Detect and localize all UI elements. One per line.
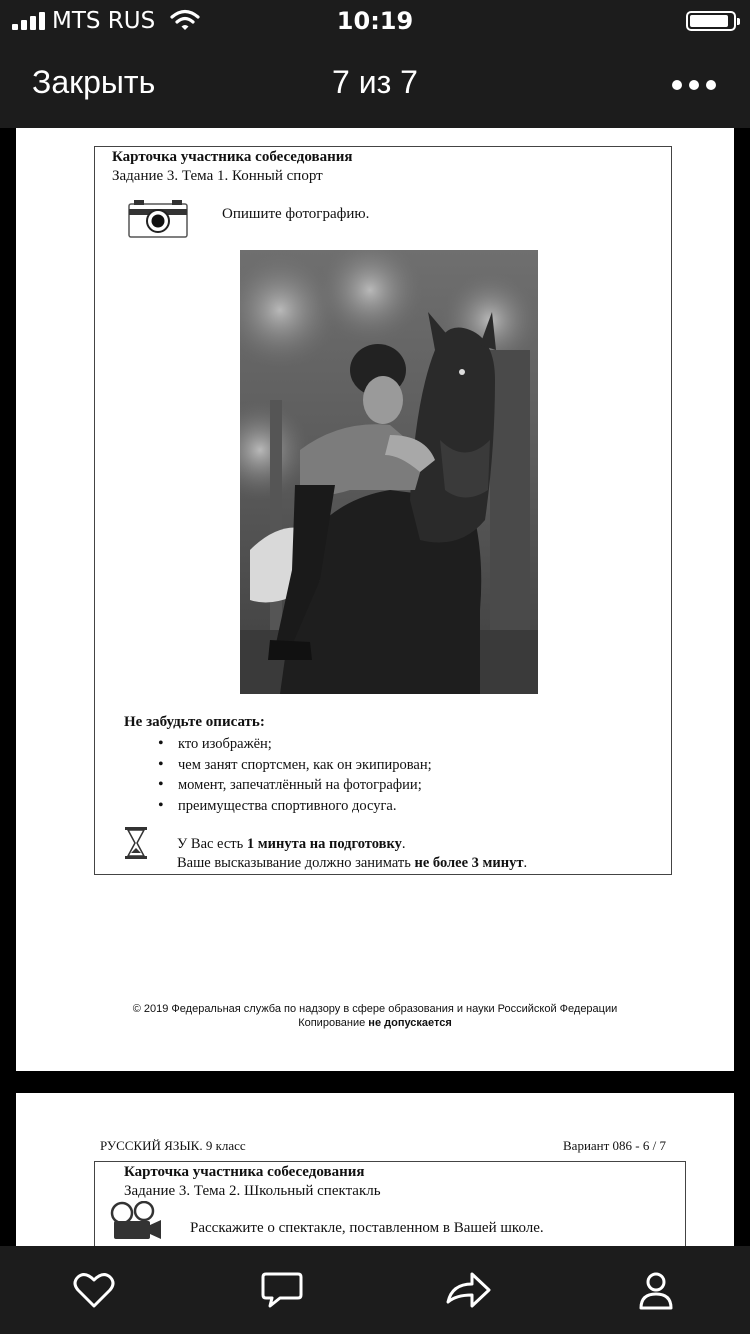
clock: 10:19 <box>336 7 414 35</box>
preparation-time: У Вас есть 1 минута на подготовку. <box>177 836 406 852</box>
share-icon[interactable] <box>444 1268 492 1312</box>
card-title: Карточка участника собеседования <box>112 149 353 165</box>
remember-heading: Не забудьте описать: <box>124 714 265 730</box>
checklist-item: • чем занят спортсмен, как он экипирован; <box>158 757 432 778</box>
subject-header: РУССКИЙ ЯЗЫК. 9 класс <box>100 1138 246 1153</box>
copyright-notice: © 2019 Федеральная служба по надзору в сфере образования и науки Российской Федерации <box>132 1003 618 1015</box>
document-page-7 <box>16 128 734 1071</box>
card-subtitle: Задание 3. Тема 1. Конный спорт <box>112 168 323 184</box>
navigation-bar <box>0 42 750 128</box>
card-subtitle: Задание 3. Тема 2. Школьный спектакль <box>124 1183 381 1199</box>
answer-duration: Ваше высказывание должно занимать не более 3 минут. <box>177 855 528 871</box>
task-instruction: Расскажите о спектакле, поставленном в Вашей школе. <box>190 1220 544 1236</box>
hourglass-icon <box>124 826 148 860</box>
task-instruction: Опишите фотографию. <box>222 206 370 222</box>
horse-rider-photo <box>240 250 538 694</box>
comment-icon[interactable] <box>258 1268 306 1312</box>
profile-icon[interactable] <box>632 1268 680 1312</box>
carrier-name: MTS RUS <box>52 8 156 34</box>
status-bar <box>0 0 750 42</box>
card-title: Карточка участника собеседования <box>124 1164 365 1180</box>
checklist-item: • преимущества спортивного досуга. <box>158 798 432 819</box>
action-bar <box>0 1246 750 1334</box>
film-projector-icon <box>108 1201 162 1245</box>
document-page-6 <box>16 1093 734 1246</box>
checklist-item: • момент, запечатлённый на фотографии; <box>158 777 432 798</box>
document-viewer[interactable] <box>0 128 750 1246</box>
variant-header: Вариант 086 - 6 / 7 <box>563 1138 666 1153</box>
close-button[interactable]: Закрыть <box>32 64 156 100</box>
copy-restriction: Копирование не допускается <box>298 1017 452 1029</box>
checklist-item: • кто изображён; <box>158 736 432 757</box>
camera-icon <box>128 198 188 238</box>
battery-icon <box>686 11 736 31</box>
description-checklist <box>158 736 432 818</box>
page-counter: 7 из 7 <box>332 64 418 100</box>
more-icon[interactable] <box>672 78 716 92</box>
heart-icon[interactable] <box>70 1268 118 1312</box>
